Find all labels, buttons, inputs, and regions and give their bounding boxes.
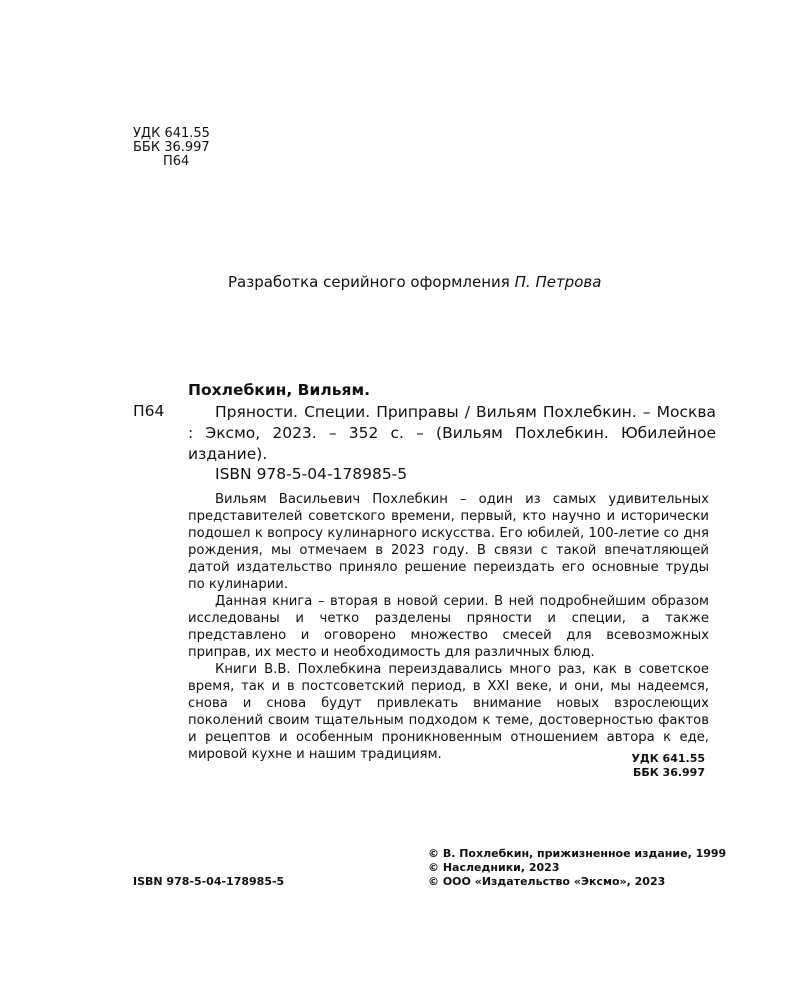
design-label: Разработка серийного оформления <box>228 273 510 291</box>
copyright-line: © В. Похлебкин, прижизненное издание, 1999 <box>428 847 727 860</box>
copyright-line: © ООО «Издательство «Эксмо», 2023 <box>428 875 666 888</box>
footer-isbn: ISBN 978-5-04-178985-5 <box>133 875 285 888</box>
designer-name: П. Петрова <box>514 273 602 291</box>
annotation-paragraph: Данная книга – вторая в новой серии. В ней подробнейшим образом исследованы и четко разделены пряности и специи, а также представлено и оговорено множество смесей для всевозможных приправ, их место и необходимость для различных блюд. <box>188 594 709 660</box>
catalog-isbn: ISBN 978-5-04-178985-5 <box>215 465 408 483</box>
bbk-code: ББК 36.997 <box>133 140 210 155</box>
copyright-notices <box>428 847 726 889</box>
catalog-author-mark: П64 <box>133 402 165 420</box>
udk-code: УДК 641.55 <box>133 126 210 141</box>
author-mark: П64 <box>163 154 190 169</box>
annotation-classification-codes <box>617 752 705 780</box>
bbk-code: ББК 36.997 <box>632 766 705 779</box>
classification-codes <box>133 127 210 169</box>
annotation <box>188 491 709 763</box>
annotation-paragraph: Вильям Васильевич Похлебкин – один из самых удивительных представителей советского времени, первый, кто научно и исторически подошел к вопросу кулинарного искусства. Его юбилей, 100-летие со дня рождения, мы отмечаем в 2023 году. В связи с такой впечатляющей датой издательство приняло решение переиздать его основные труды по кулинарии. <box>188 492 709 592</box>
bibliographic-description: Пряности. Специи. Приправы / Вильям Похлебкин. – Москва : Эксмо, 2023. – 352 с. – (Вильям Похлебкин. Юбилейное издание). <box>188 403 716 463</box>
udk-code: УДК 641.55 <box>631 752 705 765</box>
copyright-line: © Наследники, 2023 <box>428 861 560 874</box>
annotation-paragraph: Книги В.В. Похлебкина переиздавались много раз, как в советское время, так и в постсоветский период, в XXI веке, и они, мы надеемся, снова и снова будут привлекать внимание новых взрослеющих поколений своим тщательным подходом к теме, достоверностью фактов и рецептов и особенным проникновенным отношением автора к еде, мировой кухне и нашим традициям. <box>188 662 709 762</box>
author-heading: Похлебкин, Вильям. <box>188 381 371 399</box>
series-design-credit <box>228 273 601 291</box>
